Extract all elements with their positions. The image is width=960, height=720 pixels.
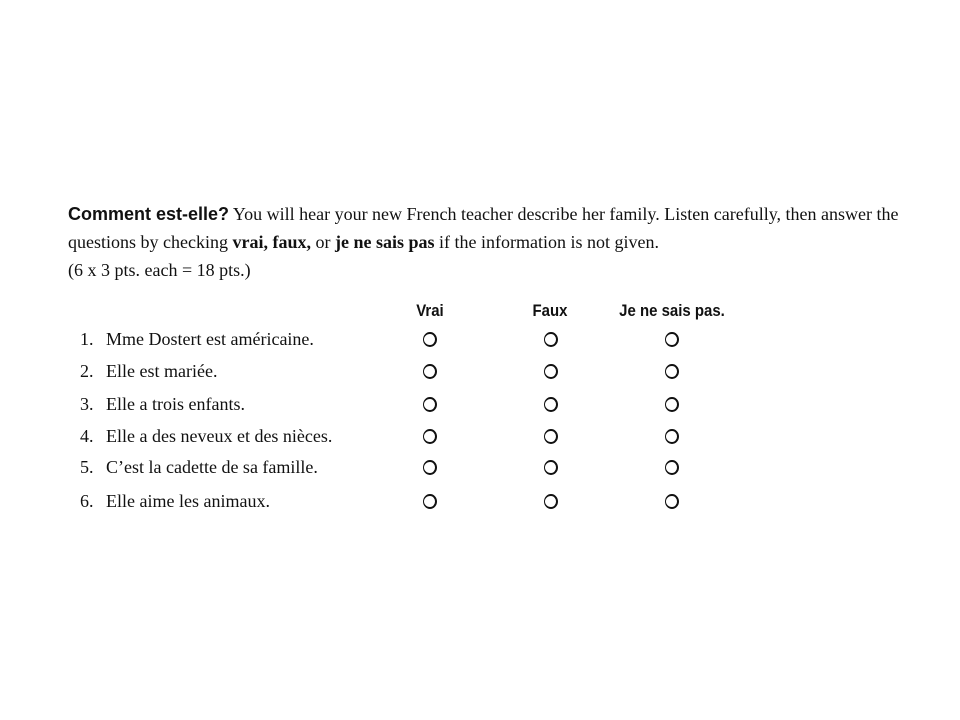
question-text: Elle a trois enfants. (106, 394, 245, 414)
radio-faux-3[interactable] (544, 397, 558, 412)
question-number: 2. (80, 361, 94, 381)
radio-vrai-6[interactable] (423, 494, 437, 509)
question-number: 3. (80, 394, 94, 414)
question-number: 5. (80, 457, 94, 477)
instructions-paragraph (68, 200, 948, 284)
option-words: vrai, faux, (232, 232, 311, 252)
radio-je-ne-sais-pas-6[interactable] (665, 494, 679, 509)
question-row-3 (0, 391, 960, 421)
radio-vrai-2[interactable] (423, 364, 437, 379)
intro-text: You will hear your new French teacher describe her family. Listen carefully, then answer the questions by checking (68, 204, 899, 252)
question-number: 4. (80, 426, 94, 446)
radio-faux-4[interactable] (544, 429, 558, 444)
radio-vrai-5[interactable] (423, 460, 437, 475)
radio-je-ne-sais-pas-1[interactable] (665, 332, 679, 347)
section-title: Comment est-elle? (68, 204, 230, 224)
column-header-je-ne-sais-pas: Je ne sais pas. (619, 301, 725, 320)
question-row-6 (0, 488, 960, 518)
question-row-1 (0, 326, 960, 356)
question-number: 6. (80, 491, 94, 511)
column-header-faux: Faux (532, 301, 568, 320)
radio-je-ne-sais-pas-2[interactable] (665, 364, 679, 379)
radio-faux-1[interactable] (544, 332, 558, 347)
question-row-5 (0, 454, 960, 484)
intro-text-end: if the information is not given. (439, 232, 659, 252)
radio-je-ne-sais-pas-5[interactable] (665, 460, 679, 475)
points-note: (6 x 3 pts. each = 18 pts.) (68, 260, 251, 280)
question-text: Elle aime les animaux. (106, 491, 270, 511)
question-text: Elle a des neveux et des nièces. (106, 426, 333, 446)
option-je-ne-sais-pas: je ne sais pas (334, 232, 435, 252)
question-text: Elle est mariée. (106, 361, 218, 381)
question-row-4 (0, 423, 960, 453)
radio-vrai-4[interactable] (423, 429, 437, 444)
radio-faux-5[interactable] (544, 460, 558, 475)
radio-vrai-1[interactable] (423, 332, 437, 347)
question-row-2 (0, 358, 960, 388)
radio-vrai-3[interactable] (423, 397, 437, 412)
question-number: 1. (80, 329, 94, 349)
radio-faux-6[interactable] (544, 494, 558, 509)
question-text: Mme Dostert est américaine. (106, 329, 314, 349)
radio-je-ne-sais-pas-3[interactable] (665, 397, 679, 412)
radio-faux-2[interactable] (544, 364, 558, 379)
or-text: or (315, 232, 331, 252)
question-text: C’est la cadette de sa famille. (106, 457, 318, 477)
column-header-vrai: Vrai (416, 301, 444, 320)
radio-je-ne-sais-pas-4[interactable] (665, 429, 679, 444)
